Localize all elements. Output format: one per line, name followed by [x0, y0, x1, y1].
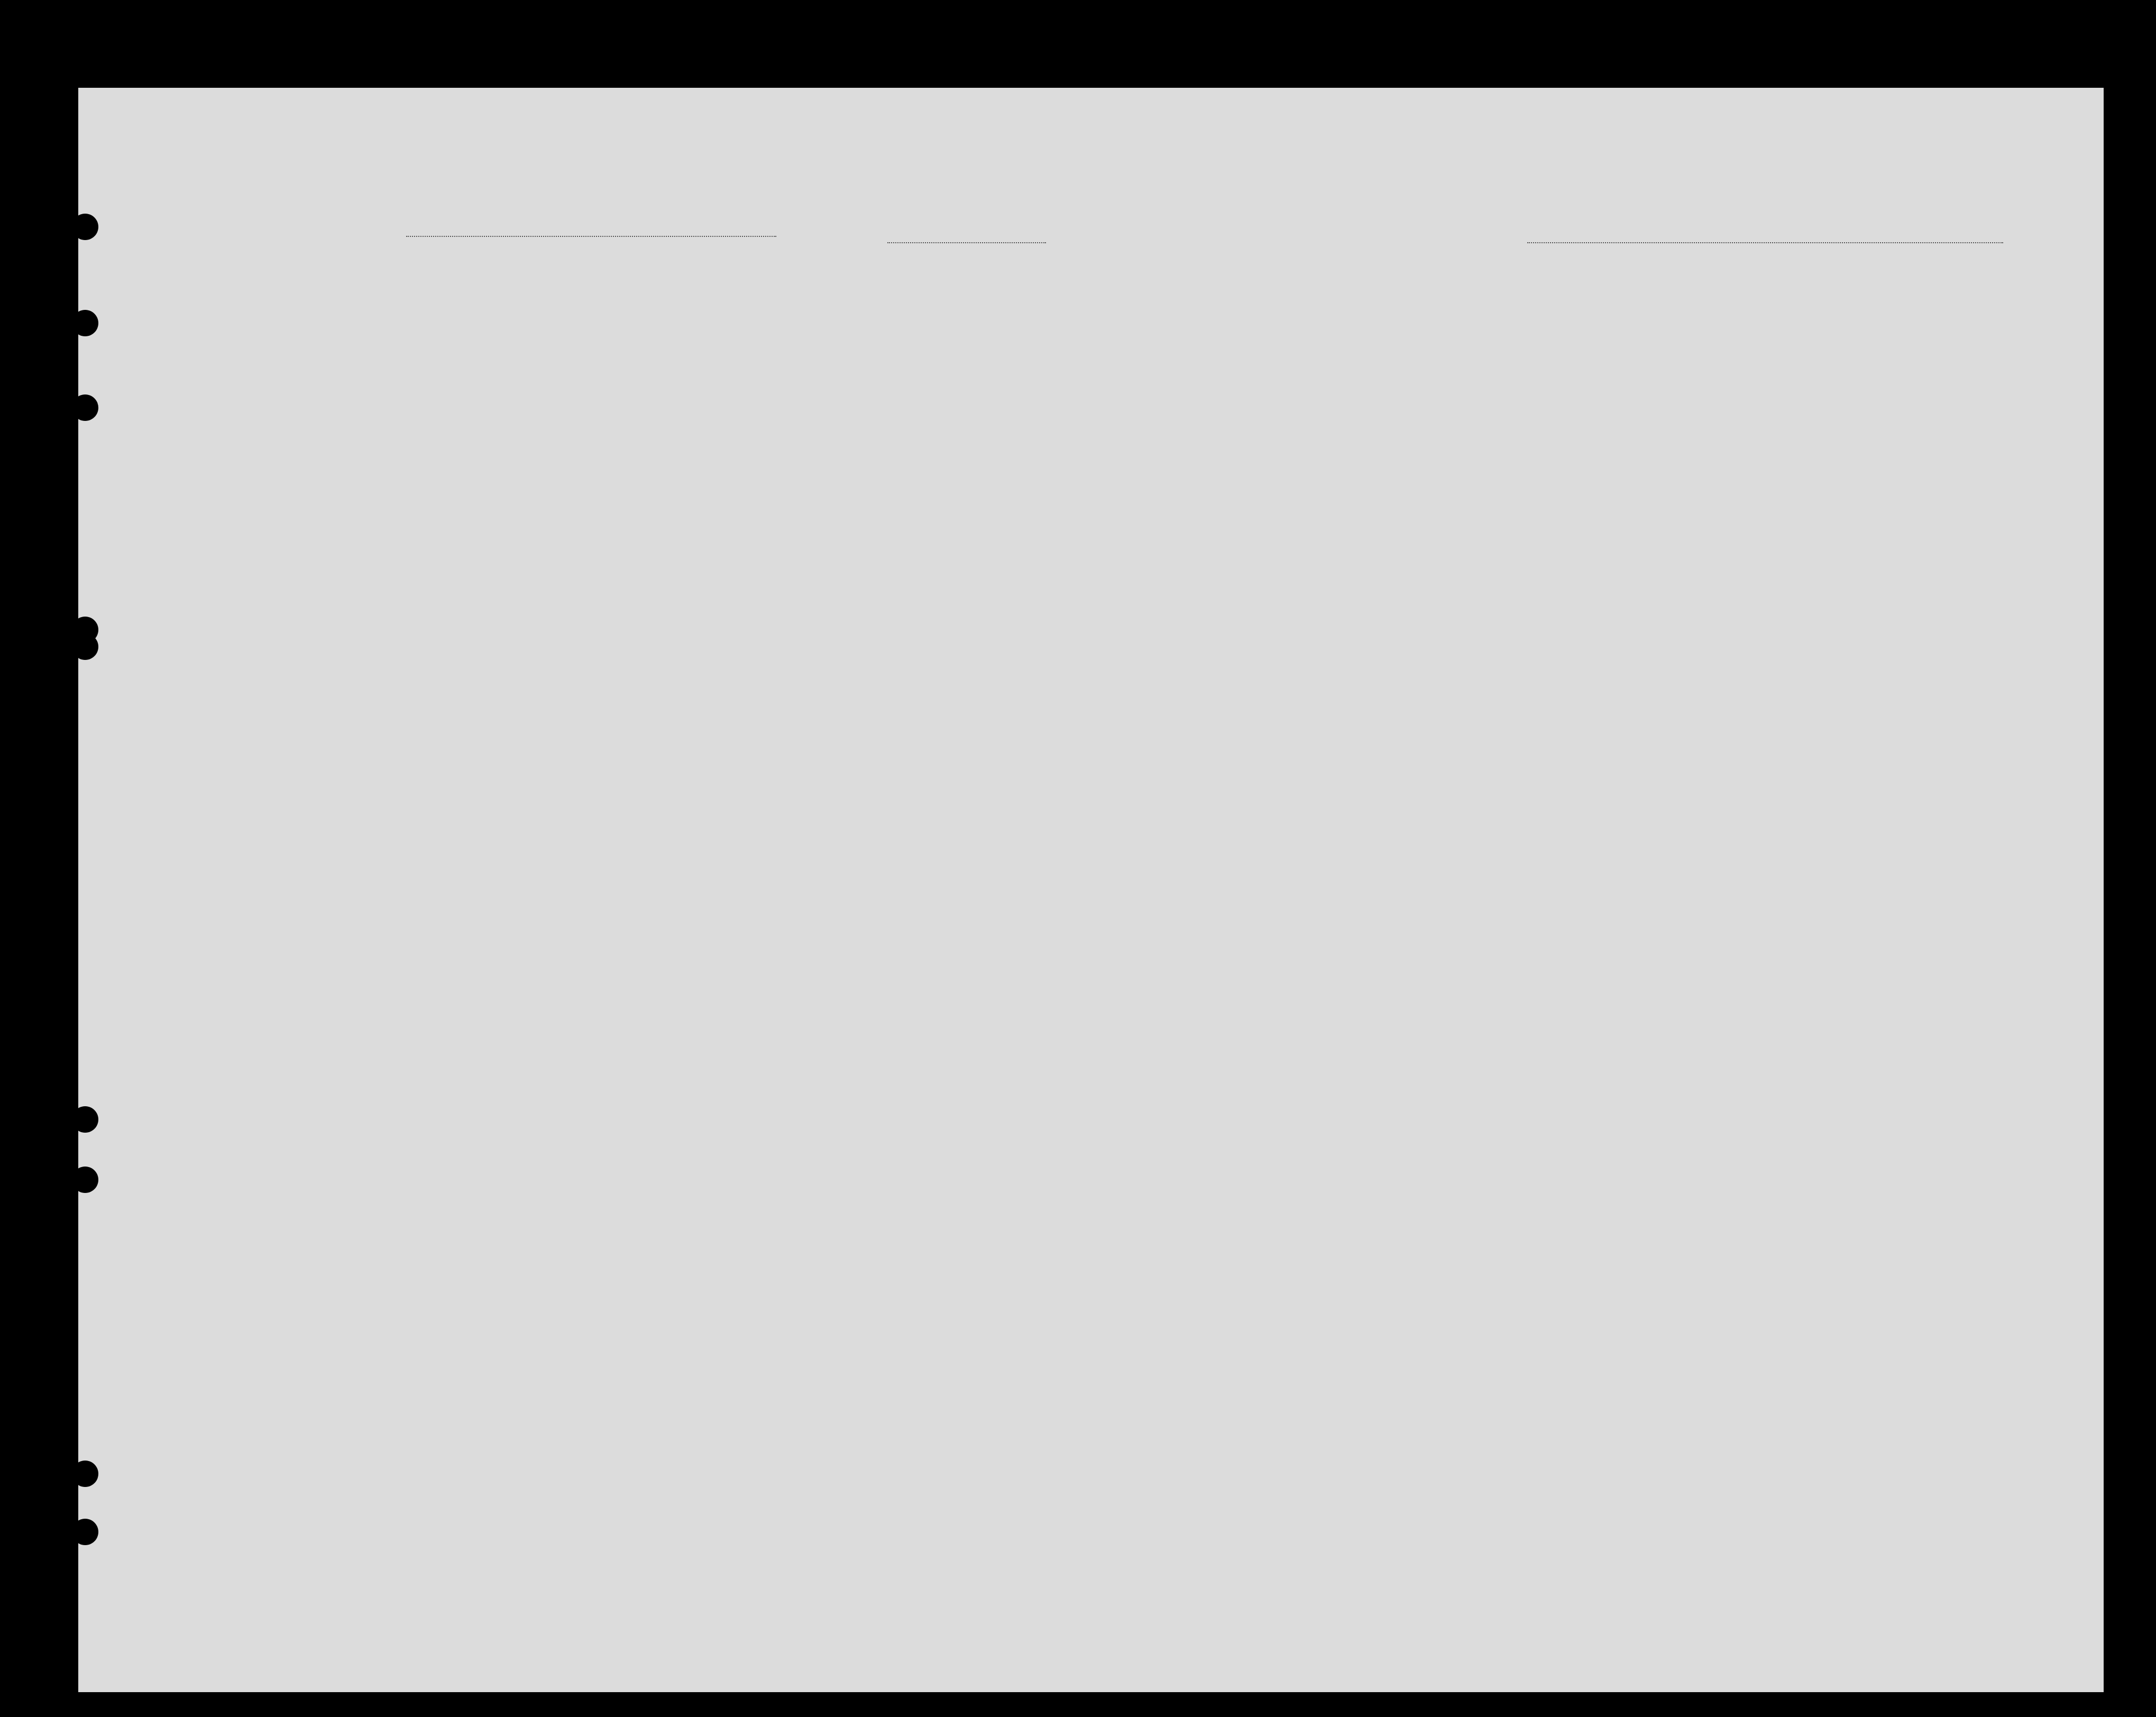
- manifest-sheet: [78, 88, 2104, 1692]
- table-grid: [78, 88, 2104, 1692]
